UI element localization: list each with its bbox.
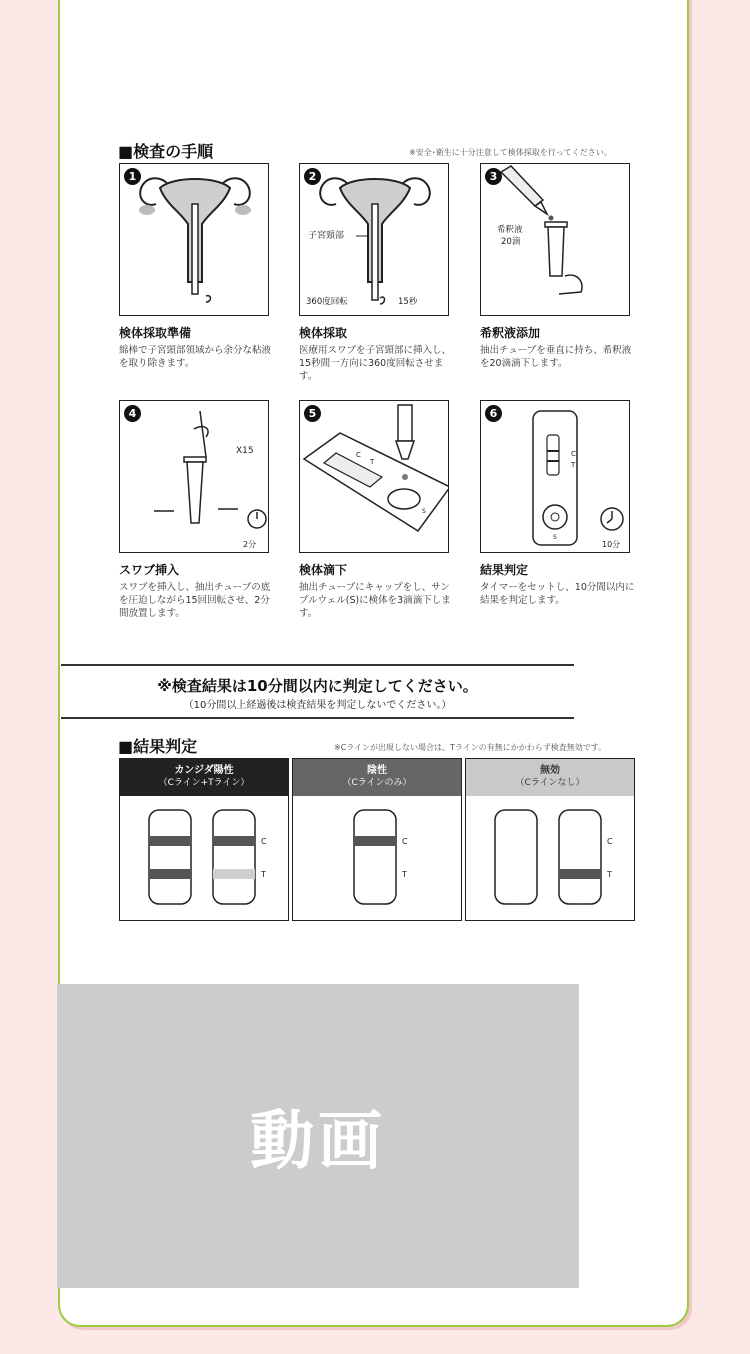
svg-text:T: T — [607, 870, 612, 879]
procedure-title: ■検査の手順 — [118, 142, 214, 161]
invalid-strips-icon — [466, 796, 636, 922]
svg-text:C: C — [402, 837, 408, 846]
result-positive-header — [120, 759, 288, 796]
step-2-title: 検体採取 — [299, 326, 348, 340]
svg-text:T: T — [261, 870, 266, 879]
step-2-number: 2 — [304, 168, 321, 185]
svg-text:子宮頸部: 子宮頸部 — [308, 231, 345, 241]
svg-text:10分: 10分 — [602, 540, 621, 549]
step-1-number: 1 — [124, 168, 141, 185]
svg-text:C: C — [356, 451, 361, 459]
step-4-title: スワブ挿入 — [119, 563, 180, 577]
svg-text:C: C — [261, 837, 267, 846]
svg-text:C: C — [571, 450, 576, 458]
result-positive-panel — [119, 758, 289, 921]
step-3-title: 希釈液添加 — [480, 326, 541, 340]
result-invalid-label: 無効 — [540, 765, 560, 776]
uterus-swab-icon — [120, 164, 269, 316]
step-6-number: 6 — [485, 405, 502, 422]
svg-text:360度回転: 360度回転 — [306, 297, 348, 307]
svg-text:T: T — [402, 870, 407, 879]
step-4-number: 4 — [124, 405, 141, 422]
uterus-swab-rotate-icon — [300, 164, 449, 316]
result-invalid-panel — [465, 758, 635, 921]
cassette-timer-icon — [481, 401, 630, 553]
svg-text:T: T — [370, 458, 375, 466]
result-positive-label: カンジダ陽性 — [174, 765, 234, 776]
notice-top-divider — [61, 664, 574, 666]
step-5-number: 5 — [304, 405, 321, 422]
step-3-number: 3 — [485, 168, 502, 185]
video-label: 動画 — [250, 1105, 386, 1179]
judgement-title: ■結果判定 — [118, 737, 198, 756]
swab-insert-icon — [120, 401, 269, 553]
step-6-title: 結果判定 — [480, 563, 529, 577]
svg-text:T: T — [571, 461, 576, 469]
cassette-drop-icon — [300, 401, 449, 553]
judgement-note: ※Cラインが出現しない場合は、Tラインの有無にかかわらず検査無効です。 — [334, 743, 607, 752]
notice-main: ※検査結果は10分間以内に判定してください。 — [157, 677, 478, 695]
svg-text:S: S — [553, 534, 557, 541]
result-negative-sub: （Cラインのみ） — [342, 778, 412, 788]
step-1-title: 検体採取準備 — [119, 326, 192, 340]
step-1-desc: 綿棒で子宮頸部領域から余分な粘液を取り除きます。 — [119, 345, 272, 369]
result-positive-sub: （Cライン+Tライン） — [158, 778, 250, 788]
result-negative-label: 陰性 — [367, 765, 387, 776]
svg-text:2分: 2分 — [243, 540, 257, 549]
step-2-desc: 医療用スワブを子宮頸部に挿入し、15秒間一方向に360度回転させます。 — [299, 345, 452, 382]
notice-bottom-divider — [61, 717, 574, 719]
step-3-illustration — [480, 163, 630, 316]
svg-text:C: C — [607, 837, 613, 846]
step-1-illustration — [119, 163, 269, 316]
svg-text:15秒: 15秒 — [398, 297, 418, 307]
svg-text:X15: X15 — [236, 446, 254, 456]
step-2-illustration — [299, 163, 449, 316]
positive-strips-icon — [120, 796, 290, 922]
result-invalid-header — [466, 759, 634, 796]
result-negative-header — [293, 759, 461, 796]
step-4-illustration — [119, 400, 269, 553]
procedure-note: ※安全･衛生に十分注意して検体採取を行ってください。 — [409, 148, 612, 157]
step-6-desc: タイマーをセットし、10分間以内に結果を判定します。 — [480, 582, 635, 606]
step-4-desc: スワブを挿入し、抽出チューブの底を圧迫しながら15回回転させ、2分間放置します。 — [119, 582, 271, 619]
video-placeholder[interactable] — [57, 984, 579, 1288]
step-5-illustration — [299, 400, 449, 553]
notice-sub: （10分間以上経過後は検査結果を判定しないでください。） — [183, 700, 452, 711]
result-invalid-sub: （Cラインなし） — [515, 778, 585, 788]
svg-text:S: S — [422, 508, 426, 515]
step-3-desc: 抽出チューブを垂直に持ち、希釈液を20滴滴下します。 — [480, 345, 632, 369]
svg-text:20滴: 20滴 — [501, 237, 521, 247]
step-5-title: 検体滴下 — [299, 563, 348, 577]
dropper-tube-icon — [481, 164, 630, 316]
step-5-desc: 抽出チューブにキャップをし、サンプルウェル(S)に検体を3滴滴下します。 — [299, 582, 451, 619]
svg-text:希釈液: 希釈液 — [497, 225, 523, 235]
negative-strip-icon — [293, 796, 463, 922]
result-negative-panel — [292, 758, 462, 921]
step-6-illustration — [480, 400, 630, 553]
